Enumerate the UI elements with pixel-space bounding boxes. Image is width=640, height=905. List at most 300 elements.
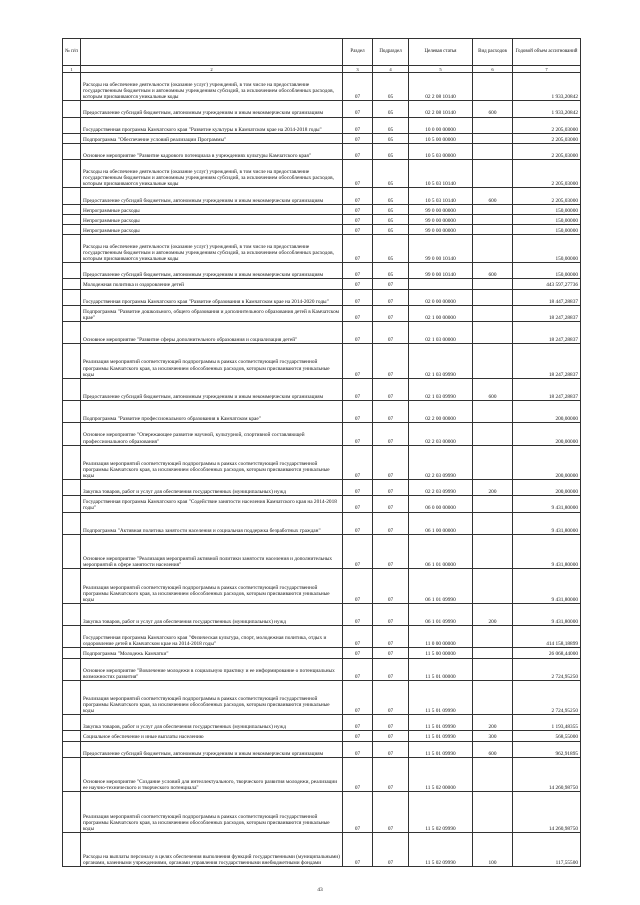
row-csr-cell: 02 2 03 00000 <box>409 423 473 445</box>
row-name-cell: Социальное обеспечение и иные выплаты населению <box>81 731 343 741</box>
row-sum-cell: 18 447,28837 <box>513 289 581 305</box>
row-number-cell <box>63 101 81 117</box>
row-vr-cell <box>473 757 513 792</box>
row-razdel-cell: 07 <box>343 445 373 480</box>
row-razdel-cell: 07 <box>343 204 373 214</box>
row-sum-cell: 2 724,95250 <box>513 658 581 680</box>
row-podrazdel-cell: 07 <box>373 731 409 741</box>
row-name-cell: Подпрограмма "Обеспечение условий реализации Программы" <box>81 133 343 143</box>
row-vr-cell <box>473 73 513 101</box>
row-number-cell <box>63 378 81 400</box>
row-number-cell <box>63 512 81 534</box>
row-number-cell <box>63 117 81 133</box>
row-vr-cell <box>473 534 513 569</box>
row-name-cell: Молодежная политика и оздоровление детей <box>81 279 343 289</box>
row-csr-cell: 10 5 03 10140 <box>409 188 473 204</box>
row-vr-cell <box>473 117 513 133</box>
row-razdel-cell: 07 <box>343 496 373 512</box>
table-row <box>63 496 581 512</box>
row-name-cell: Подпрограмма "Развитие дошкольного, общего образования и дополнительного образования детей в Камчатском крае" <box>81 305 343 321</box>
table-body <box>63 73 581 867</box>
row-name-cell: Реализация мероприятий соответствующей подпрограммы в рамках соответствующей государственной программы Камчатского края, за исключением обособленных расходов, которым присваиваются уникальные коды <box>81 569 343 604</box>
row-vr-cell <box>473 626 513 648</box>
row-vr-cell: 600 <box>473 101 513 117</box>
table-row <box>63 715 581 731</box>
row-podrazdel-cell: 07 <box>373 534 409 569</box>
row-podrazdel-cell: 07 <box>373 289 409 305</box>
row-name-cell: Основное мероприятие "Создание условий для интеллектуального, творческого развития молодежи, реализации ее научно-технического и творческого потенциала" <box>81 757 343 792</box>
row-number-cell <box>63 321 81 343</box>
row-csr-cell: 02 2 03 09990 <box>409 480 473 496</box>
row-csr-cell: 11 5 01 00000 <box>409 658 473 680</box>
row-name-cell: Непрограммные расходы <box>81 214 343 224</box>
row-sum-cell: 14 260,98750 <box>513 792 581 833</box>
row-sum-cell: 2 205,03000 <box>513 143 581 159</box>
row-csr-cell: 11 5 01 09990 <box>409 731 473 741</box>
row-razdel-cell: 07 <box>343 378 373 400</box>
row-number-cell <box>63 757 81 792</box>
row-name-cell: Подпрограмма "Развитие профессионального образования в Камчатском крае" <box>81 401 343 423</box>
row-sum-cell: 2 724,95250 <box>513 680 581 715</box>
table-row <box>63 279 581 289</box>
row-name-cell: Непрограммные расходы <box>81 224 343 234</box>
row-number-cell <box>63 792 81 833</box>
row-csr-cell: 11 0 00 00000 <box>409 626 473 648</box>
row-vr-cell <box>473 234 513 262</box>
row-podrazdel-cell: 07 <box>373 305 409 321</box>
row-sum-cell: 9 431,80000 <box>513 496 581 512</box>
row-sum-cell: 2 205,03000 <box>513 188 581 204</box>
row-sum-cell: 443 597,27736 <box>513 279 581 289</box>
row-sum-cell: 2 205,03000 <box>513 133 581 143</box>
row-vr-cell <box>473 512 513 534</box>
table-row <box>63 534 581 569</box>
row-podrazdel-cell: 07 <box>373 423 409 445</box>
row-sum-cell: 200,00000 <box>513 423 581 445</box>
table-row <box>63 321 581 343</box>
row-podrazdel-cell: 05 <box>373 214 409 224</box>
row-vr-cell: 200 <box>473 603 513 625</box>
row-podrazdel-cell: 07 <box>373 648 409 658</box>
row-vr-cell: 600 <box>473 188 513 204</box>
header-number-cell: 4 <box>373 66 409 73</box>
row-number-cell <box>63 73 81 101</box>
row-sum-cell: 1 933,20842 <box>513 73 581 101</box>
row-number-cell <box>63 603 81 625</box>
row-number-cell <box>63 496 81 512</box>
table-row <box>63 512 581 534</box>
row-name-cell: Расходы на обеспечение деятельности (оказание услуг) учреждений, в том числе на предоставление государственным бюджетным и автономным учреждениям субсидий, за исключением обособленных расходов, которым присваиваются уникальные коды <box>81 234 343 262</box>
row-sum-cell: 1 933,20842 <box>513 101 581 117</box>
row-razdel-cell: 07 <box>343 401 373 423</box>
row-number-cell <box>63 143 81 159</box>
header-number-cell: 5 <box>409 66 473 73</box>
row-csr-cell: 10 5 03 00000 <box>409 143 473 159</box>
row-sum-cell: 200,00000 <box>513 480 581 496</box>
row-sum-cell: 568,55000 <box>513 731 581 741</box>
row-number-cell <box>63 480 81 496</box>
table-row <box>63 234 581 262</box>
header-vr: Вид расходов <box>473 39 513 66</box>
row-vr-cell <box>473 321 513 343</box>
row-razdel-cell: 07 <box>343 680 373 715</box>
row-vr-cell: 600 <box>473 741 513 757</box>
row-csr-cell: 10 5 00 00000 <box>409 133 473 143</box>
row-sum-cell: 18 247,28837 <box>513 321 581 343</box>
row-csr-cell: 02 1 03 09990 <box>409 378 473 400</box>
row-razdel-cell: 07 <box>343 133 373 143</box>
row-csr-cell: 06 1 01 09990 <box>409 569 473 604</box>
row-name-cell: Расходы на обеспечение деятельности (оказание услуг) учреждений, в том числе на предоставление государственным бюджетным и автономным учреждениям субсидий, за исключением обособленных расходов, которым присваиваются уникальные коды <box>81 73 343 101</box>
row-vr-cell <box>473 401 513 423</box>
row-sum-cell: 9 431,80000 <box>513 569 581 604</box>
row-razdel-cell: 07 <box>343 101 373 117</box>
row-csr-cell: 10 5 03 10140 <box>409 160 473 188</box>
row-razdel-cell: 07 <box>343 603 373 625</box>
row-csr-cell: 10 0 00 00000 <box>409 117 473 133</box>
row-sum-cell: 9 431,80000 <box>513 534 581 569</box>
row-razdel-cell: 07 <box>343 658 373 680</box>
row-podrazdel-cell: 07 <box>373 658 409 680</box>
row-number-cell <box>63 263 81 279</box>
row-razdel-cell: 07 <box>343 757 373 792</box>
row-razdel-cell: 07 <box>343 234 373 262</box>
row-sum-cell: 200,00000 <box>513 445 581 480</box>
row-podrazdel-cell: 07 <box>373 715 409 731</box>
row-vr-cell <box>473 133 513 143</box>
row-csr-cell: 06 1 01 09990 <box>409 603 473 625</box>
row-name-cell: Предоставление субсидий бюджетным, автономным учреждениям и иным некоммерческим организациям <box>81 741 343 757</box>
row-podrazdel-cell: 07 <box>373 626 409 648</box>
table-row <box>63 731 581 741</box>
row-vr-cell <box>473 160 513 188</box>
row-sum-cell: 14 260,98750 <box>513 757 581 792</box>
row-name-cell: Расходы на обеспечение деятельности (оказание услуг) учреждений, в том числе на предоставление государственным бюджетным и автономным учреждениям субсидий, за исключением обособленных расходов, которым присваиваются уникальные коды <box>81 160 343 188</box>
row-csr-cell: 11 5 01 09990 <box>409 680 473 715</box>
row-name-cell: Расходы на выплаты персоналу в целях обеспечения выполнения функций государственными (муниципальными) органами, казенными учреждениями, органами управления государственными внебюджетными фондами <box>81 832 343 867</box>
row-podrazdel-cell: 05 <box>373 234 409 262</box>
row-csr-cell: 11 5 01 09990 <box>409 741 473 757</box>
row-name-cell: Закупка товаров, работ и услуг для обеспечения государственных (муниципальных) нужд <box>81 480 343 496</box>
row-name-cell: Закупка товаров, работ и услуг для обеспечения государственных (муниципальных) нужд <box>81 715 343 731</box>
row-sum-cell: 150,00000 <box>513 263 581 279</box>
row-sum-cell: 18 247,28837 <box>513 378 581 400</box>
row-sum-cell: 1 193,48355 <box>513 715 581 731</box>
row-vr-cell <box>473 204 513 214</box>
row-number-cell <box>63 305 81 321</box>
row-vr-cell <box>473 214 513 224</box>
row-vr-cell: 200 <box>473 715 513 731</box>
row-podrazdel-cell: 07 <box>373 757 409 792</box>
row-vr-cell <box>473 658 513 680</box>
row-sum-cell: 2 205,03000 <box>513 160 581 188</box>
table-row <box>63 101 581 117</box>
row-csr-cell: 99 0 00 10140 <box>409 263 473 279</box>
row-razdel-cell: 07 <box>343 715 373 731</box>
row-name-cell: Государственная программа Камчатского края "Развитие образования в Камчатском крае на 2014-2020 годы" <box>81 289 343 305</box>
row-podrazdel-cell: 05 <box>373 188 409 204</box>
row-name-cell: Основное мероприятие "Развитие сферы дополнительного образования и социализация детей" <box>81 321 343 343</box>
row-name-cell: Основное мероприятие "Развитие кадрового потенциала в учреждениях культуры Камчатского края" <box>81 143 343 159</box>
row-razdel-cell: 07 <box>343 305 373 321</box>
row-number-cell <box>63 832 81 867</box>
row-podrazdel-cell: 07 <box>373 401 409 423</box>
table-row <box>63 757 581 792</box>
row-name-cell: Основное мероприятие "Вовлечение молодежи в социальную практику и ее информирование о потенциальных возможностях развития" <box>81 658 343 680</box>
row-number-cell <box>63 648 81 658</box>
table-row <box>63 188 581 204</box>
row-podrazdel-cell: 07 <box>373 378 409 400</box>
header-sum: Годовой объем ассигнований <box>513 39 581 66</box>
budget-table <box>62 38 581 867</box>
row-number-cell <box>63 204 81 214</box>
row-razdel-cell: 07 <box>343 214 373 224</box>
row-sum-cell: 150,00000 <box>513 224 581 234</box>
row-sum-cell: 2 205,03000 <box>513 117 581 133</box>
table-row <box>63 133 581 143</box>
row-name-cell: Реализация мероприятий соответствующей подпрограммы в рамках соответствующей государственной программы Камчатского края, за исключением обособленных расходов, которым присваиваются уникальные коды <box>81 445 343 480</box>
row-number-cell <box>63 234 81 262</box>
table-row <box>63 73 581 101</box>
table-row <box>63 832 581 867</box>
row-podrazdel-cell: 05 <box>373 133 409 143</box>
row-csr-cell: 06 1 00 00000 <box>409 512 473 534</box>
row-vr-cell: 200 <box>473 480 513 496</box>
row-podrazdel-cell: 07 <box>373 445 409 480</box>
row-csr-cell: 11 5 02 00000 <box>409 757 473 792</box>
row-razdel-cell: 07 <box>343 279 373 289</box>
row-csr-cell: 02 2 08 10140 <box>409 73 473 101</box>
row-razdel-cell: 07 <box>343 534 373 569</box>
row-csr-cell: 11 5 02 09990 <box>409 792 473 833</box>
header-name <box>81 39 343 66</box>
table-row <box>63 741 581 757</box>
row-csr-cell: 02 1 03 00000 <box>409 321 473 343</box>
table-row <box>63 445 581 480</box>
row-csr-cell: 02 0 00 00000 <box>409 289 473 305</box>
table-row <box>63 569 581 604</box>
row-razdel-cell: 07 <box>343 792 373 833</box>
row-podrazdel-cell: 05 <box>373 263 409 279</box>
row-csr-cell: 06 0 00 00000 <box>409 496 473 512</box>
table-row <box>63 204 581 214</box>
row-sum-cell: 26 068,44000 <box>513 648 581 658</box>
row-name-cell: Закупка товаров, работ и услуг для обеспечения государственных (муниципальных) нужд <box>81 603 343 625</box>
row-number-cell <box>63 680 81 715</box>
table-row <box>63 480 581 496</box>
table-row <box>63 626 581 648</box>
row-sum-cell: 9 431,80000 <box>513 512 581 534</box>
row-csr-cell: 02 2 03 09990 <box>409 445 473 480</box>
table-row <box>63 423 581 445</box>
row-number-cell <box>63 445 81 480</box>
header-num: № п/п <box>63 39 81 66</box>
table-row <box>63 117 581 133</box>
row-vr-cell <box>473 279 513 289</box>
row-razdel-cell: 07 <box>343 188 373 204</box>
row-razdel-cell: 07 <box>343 731 373 741</box>
table-row <box>63 648 581 658</box>
row-podrazdel-cell: 05 <box>373 143 409 159</box>
row-name-cell: Реализация мероприятий соответствующей подпрограммы в рамках соответствующей государственной программы Камчатского края, за исключением обособленных расходов, которым присваиваются уникальные коды <box>81 792 343 833</box>
row-number-cell <box>63 741 81 757</box>
table-row <box>63 792 581 833</box>
row-vr-cell <box>473 680 513 715</box>
row-csr-cell: 99 0 00 10140 <box>409 234 473 262</box>
row-razdel-cell: 07 <box>343 321 373 343</box>
row-number-cell <box>63 731 81 741</box>
row-sum-cell: 18 247,28837 <box>513 344 581 379</box>
table-row <box>63 224 581 234</box>
table-row <box>63 603 581 625</box>
row-podrazdel-cell: 07 <box>373 344 409 379</box>
row-number-cell <box>63 289 81 305</box>
row-podrazdel-cell: 07 <box>373 680 409 715</box>
row-razdel-cell: 07 <box>343 741 373 757</box>
row-number-cell <box>63 534 81 569</box>
header-number-cell: 2 <box>81 66 343 73</box>
row-sum-cell: 9 431,80000 <box>513 603 581 625</box>
row-name-cell: Государственная программа Камчатского края "Содействие занятости населения Камчатского края на 2014-2018 годы" <box>81 496 343 512</box>
row-podrazdel-cell: 07 <box>373 279 409 289</box>
header-number-cell: 3 <box>343 66 373 73</box>
row-razdel-cell: 07 <box>343 648 373 658</box>
header-number-cell: 7 <box>513 66 581 73</box>
table-row <box>63 344 581 379</box>
row-csr-cell: 99 0 00 00000 <box>409 204 473 214</box>
row-name-cell: Подпрограмма "Молодежь Камчатки" <box>81 648 343 658</box>
row-podrazdel-cell: 05 <box>373 73 409 101</box>
table-header <box>63 39 581 73</box>
header-number-cell: 1 <box>63 66 81 73</box>
row-podrazdel-cell: 05 <box>373 160 409 188</box>
row-sum-cell: 150,00000 <box>513 234 581 262</box>
row-razdel-cell: 07 <box>343 626 373 648</box>
row-sum-cell: 117,55500 <box>513 832 581 867</box>
row-number-cell <box>63 214 81 224</box>
row-name-cell: Основное мероприятие "Опережающее развитие научной, культурной, спортивной составляющей профессионального образования" <box>81 423 343 445</box>
table-row <box>63 305 581 321</box>
row-razdel-cell: 07 <box>343 832 373 867</box>
header-number-cell: 6 <box>473 66 513 73</box>
row-razdel-cell: 07 <box>343 569 373 604</box>
row-number-cell <box>63 626 81 648</box>
row-sum-cell: 414 158,18899 <box>513 626 581 648</box>
row-csr-cell: 02 2 00 00000 <box>409 401 473 423</box>
row-csr-cell: 11 5 01 09990 <box>409 715 473 731</box>
row-razdel-cell: 07 <box>343 224 373 234</box>
row-podrazdel-cell: 07 <box>373 480 409 496</box>
row-razdel-cell: 07 <box>343 117 373 133</box>
table-row <box>63 401 581 423</box>
row-csr-cell: 11 5 02 09990 <box>409 832 473 867</box>
row-vr-cell <box>473 289 513 305</box>
row-name-cell: Непрограммные расходы <box>81 204 343 214</box>
row-podrazdel-cell: 07 <box>373 832 409 867</box>
row-vr-cell: 100 <box>473 832 513 867</box>
row-csr-cell: 99 0 00 00000 <box>409 214 473 224</box>
row-name-cell: Подпрограмма "Активная политика занятости населения и социальная поддержка безработных граждан" <box>81 512 343 534</box>
row-vr-cell <box>473 445 513 480</box>
row-razdel-cell: 07 <box>343 512 373 534</box>
page-number: 43 <box>317 887 323 893</box>
header-razdel: Раздел <box>343 39 373 66</box>
row-podrazdel-cell: 07 <box>373 512 409 534</box>
row-csr-cell: 02 1 00 00000 <box>409 305 473 321</box>
row-number-cell <box>63 344 81 379</box>
row-name-cell: Государственная программа Камчатского края "Развитие культуры в Камчатском крае на 2014-2018 годы" <box>81 117 343 133</box>
row-sum-cell: 200,00000 <box>513 401 581 423</box>
row-number-cell <box>63 133 81 143</box>
row-number-cell <box>63 569 81 604</box>
row-vr-cell <box>473 423 513 445</box>
row-podrazdel-cell: 05 <box>373 224 409 234</box>
row-podrazdel-cell: 07 <box>373 321 409 343</box>
row-csr-cell: 99 0 00 00000 <box>409 224 473 234</box>
row-vr-cell <box>473 792 513 833</box>
row-podrazdel-cell: 05 <box>373 117 409 133</box>
row-razdel-cell: 07 <box>343 263 373 279</box>
row-vr-cell <box>473 305 513 321</box>
row-vr-cell: 300 <box>473 731 513 741</box>
row-sum-cell: 150,00000 <box>513 204 581 214</box>
row-vr-cell: 600 <box>473 263 513 279</box>
row-podrazdel-cell: 05 <box>373 101 409 117</box>
table-row <box>63 289 581 305</box>
row-razdel-cell: 07 <box>343 480 373 496</box>
row-podrazdel-cell: 07 <box>373 496 409 512</box>
row-csr-cell: 06 1 01 00000 <box>409 534 473 569</box>
row-razdel-cell: 07 <box>343 160 373 188</box>
table-row <box>63 143 581 159</box>
row-name-cell: Государственная программа Камчатского края "Физическая культура, спорт, молодежная политика, отдых и оздоровление детей в Камчатском крае на 2014-2018 годы" <box>81 626 343 648</box>
row-podrazdel-cell: 05 <box>373 204 409 214</box>
header-podrazdel: Подраздел <box>373 39 409 66</box>
row-podrazdel-cell: 07 <box>373 741 409 757</box>
row-number-cell <box>63 188 81 204</box>
row-name-cell: Предоставление субсидий бюджетным, автономным учреждениям и иным некоммерческим организациям <box>81 378 343 400</box>
table-row <box>63 680 581 715</box>
row-number-cell <box>63 715 81 731</box>
row-number-cell <box>63 423 81 445</box>
row-razdel-cell: 07 <box>343 143 373 159</box>
row-razdel-cell: 07 <box>343 289 373 305</box>
table-row <box>63 658 581 680</box>
row-name-cell: Реализация мероприятий соответствующей подпрограммы в рамках соответствующей государственной программы Камчатского края, за исключением обособленных расходов, которым присваиваются уникальные коды <box>81 344 343 379</box>
row-csr-cell: 11 5 00 00000 <box>409 648 473 658</box>
row-number-cell <box>63 658 81 680</box>
row-vr-cell: 600 <box>473 378 513 400</box>
row-razdel-cell: 07 <box>343 344 373 379</box>
row-name-cell: Предоставление субсидий бюджетным, автономным учреждениям и иным некоммерческим организациям <box>81 188 343 204</box>
row-name-cell: Реализация мероприятий соответствующей подпрограммы в рамках соответствующей государственной программы Камчатского края, за исключением обособленных расходов, которым присваиваются уникальные коды <box>81 680 343 715</box>
row-razdel-cell: 07 <box>343 73 373 101</box>
row-vr-cell <box>473 569 513 604</box>
row-vr-cell <box>473 224 513 234</box>
table-row <box>63 263 581 279</box>
row-vr-cell <box>473 143 513 159</box>
row-name-cell: Предоставление субсидий бюджетным, автономным учреждениям и иным некоммерческим организациям <box>81 263 343 279</box>
row-sum-cell: 962,91895 <box>513 741 581 757</box>
row-razdel-cell: 07 <box>343 423 373 445</box>
header-csr: Целевая статья <box>409 39 473 66</box>
row-vr-cell <box>473 496 513 512</box>
row-sum-cell: 150,00000 <box>513 214 581 224</box>
table-row <box>63 160 581 188</box>
row-number-cell <box>63 279 81 289</box>
row-number-cell <box>63 160 81 188</box>
row-number-cell <box>63 224 81 234</box>
